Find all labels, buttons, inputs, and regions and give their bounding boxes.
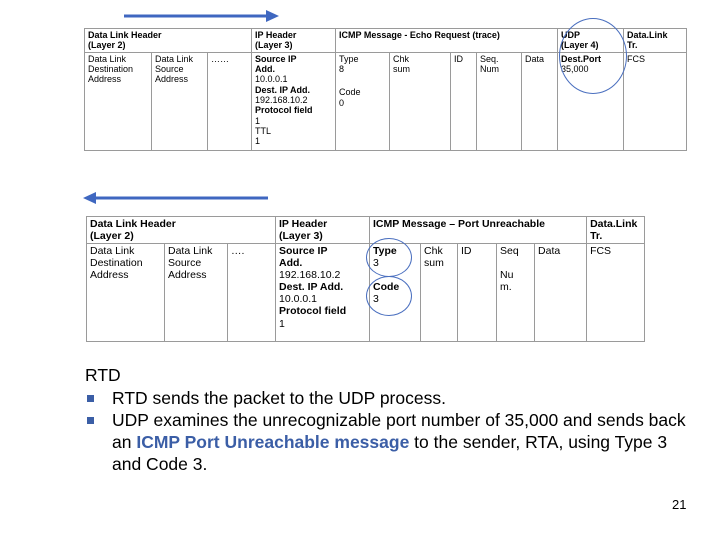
seq-line: Seq. — [480, 53, 499, 64]
header-row — [87, 217, 645, 244]
dl-header-cell — [85, 29, 252, 53]
dest-port-label: Dest.Port — [561, 53, 602, 64]
dl-trailer-cell — [587, 217, 645, 244]
bullet-text-start: UDP examines the unrecognizable port number of 35,000 and sends back an — [112, 410, 686, 452]
ip-src-value: 192.168.10.2 — [279, 269, 341, 282]
id-cell: ID — [451, 52, 477, 150]
type-code-cell — [336, 52, 390, 150]
src-line: Data Link — [155, 53, 194, 64]
seq-cell — [497, 244, 535, 342]
ip-fields-cell — [252, 52, 336, 150]
dl-trailer-tr: Tr. — [590, 230, 603, 243]
protocol-value: 1 — [279, 317, 285, 330]
bullet-square-icon — [87, 417, 94, 424]
dots-cell: …… — [208, 52, 252, 150]
dl-header: Data Link Header — [90, 218, 176, 230]
seq-line: Num — [480, 64, 500, 75]
checksum-cell — [421, 244, 458, 342]
id-cell: ID — [458, 244, 497, 342]
explanation-title: RTD — [85, 365, 121, 385]
checksum-line: Chk — [393, 53, 410, 64]
seq-line: Nu — [500, 269, 514, 282]
dest-address-cell — [85, 52, 152, 150]
src-address-cell — [152, 52, 208, 150]
dl-header: Data Link Header — [88, 30, 162, 40]
ip-dst-label: Dest. IP Add. — [255, 84, 311, 95]
ttl-value: 1 — [255, 136, 261, 147]
code-value: 3 — [373, 293, 379, 306]
ttl-label: TTL — [255, 126, 272, 137]
type-value: 8 — [339, 64, 345, 75]
page-number: 21 — [672, 497, 687, 512]
ip-layer: (Layer 3) — [255, 40, 293, 51]
explanation — [85, 364, 695, 475]
src-line: Address — [168, 269, 207, 282]
bullet-square-icon — [87, 395, 94, 402]
checksum-line: sum — [393, 64, 411, 75]
dest-line: Data Link — [90, 245, 135, 258]
checksum-line: sum — [424, 257, 444, 270]
ip-dst-value: 10.0.0.1 — [279, 293, 317, 306]
src-line: Address — [155, 74, 189, 85]
protocol-label: Protocol field — [255, 105, 313, 116]
protocol-label: Protocol field — [279, 305, 347, 318]
ip-header: IP Header — [279, 218, 328, 230]
udp-layer: (Layer 4) — [561, 40, 599, 51]
dots-cell: …. — [228, 244, 276, 342]
type-value: 3 — [373, 257, 379, 270]
dest-port-value: 35,000 — [561, 64, 589, 75]
highlighted-phrase: ICMP Port Unreachable message — [136, 432, 410, 452]
ip-src-value: 10.0.0.1 — [255, 74, 288, 85]
ip-header: IP Header — [255, 30, 297, 40]
dl-trailer: Data.Link — [590, 218, 638, 230]
ip-fields-cell — [276, 244, 370, 342]
ip-src-label-add: Add. — [255, 64, 275, 75]
seq-line: m. — [500, 281, 512, 294]
backward-arrow-icon — [0, 183, 720, 213]
bullet-text-end: to the sender, RTA, using Type 3 and Code 3. — [112, 432, 668, 474]
port-unreachable-packet-table — [86, 216, 645, 342]
dl-trailer: Data.Link — [627, 30, 668, 40]
bullet-text: RTD sends the packet to the UDP process. — [112, 388, 446, 408]
dest-line: Destination — [88, 64, 134, 75]
icmp-header: ICMP Message - Echo Request (trace) — [336, 29, 558, 53]
udp-header: UDP — [561, 30, 581, 40]
fcs-cell: FCS — [587, 244, 645, 342]
ip-src-label: Source IP — [255, 53, 297, 64]
icmp-header: ICMP Message – Port Unreachable — [370, 217, 587, 244]
protocol-value: 1 — [255, 115, 261, 126]
dest-line: Destination — [90, 257, 143, 270]
udp-port-highlight-ellipse — [559, 18, 627, 94]
seq-line: Seq — [500, 245, 519, 258]
fcs-cell: FCS — [624, 52, 687, 150]
dl-header-cell — [87, 217, 276, 244]
ip-layer: (Layer 3) — [279, 230, 323, 243]
dest-line: Address — [90, 269, 129, 282]
code-label: Code — [339, 87, 361, 98]
ip-dst-value: 192.168.10.2 — [255, 95, 308, 106]
type-label: Type — [373, 245, 397, 258]
seq-cell — [477, 52, 522, 150]
code-label: Code — [373, 281, 400, 294]
ip-header-cell — [276, 217, 370, 244]
dest-line: Address — [88, 74, 122, 85]
dest-line: Data Link — [88, 53, 127, 64]
ip-dst-label: Dest. IP Add. — [279, 281, 344, 294]
dest-address-cell — [87, 244, 165, 342]
dl-layer: (Layer 2) — [90, 230, 134, 243]
src-line: Source — [168, 257, 202, 270]
bullet-item — [85, 387, 695, 409]
dl-trailer-cell — [624, 29, 687, 53]
type-highlight-ellipse — [366, 238, 412, 277]
checksum-line: Chk — [424, 245, 443, 258]
dl-trailer-tr: Tr. — [627, 40, 638, 51]
dl-layer: (Layer 2) — [88, 40, 126, 51]
src-line: Source — [155, 64, 184, 75]
ip-src-label-add: Add. — [279, 257, 303, 270]
bullet-item — [85, 409, 695, 475]
ip-header-cell — [252, 29, 336, 53]
data-cell: Data — [522, 52, 558, 150]
code-highlight-ellipse — [366, 276, 412, 316]
data-cell: Data — [535, 244, 587, 342]
checksum-cell — [390, 52, 451, 150]
src-line: Data Link — [168, 245, 213, 258]
src-address-cell — [165, 244, 228, 342]
code-value: 0 — [339, 97, 345, 108]
ip-src-label: Source IP — [279, 245, 328, 258]
type-label: Type — [339, 53, 359, 64]
